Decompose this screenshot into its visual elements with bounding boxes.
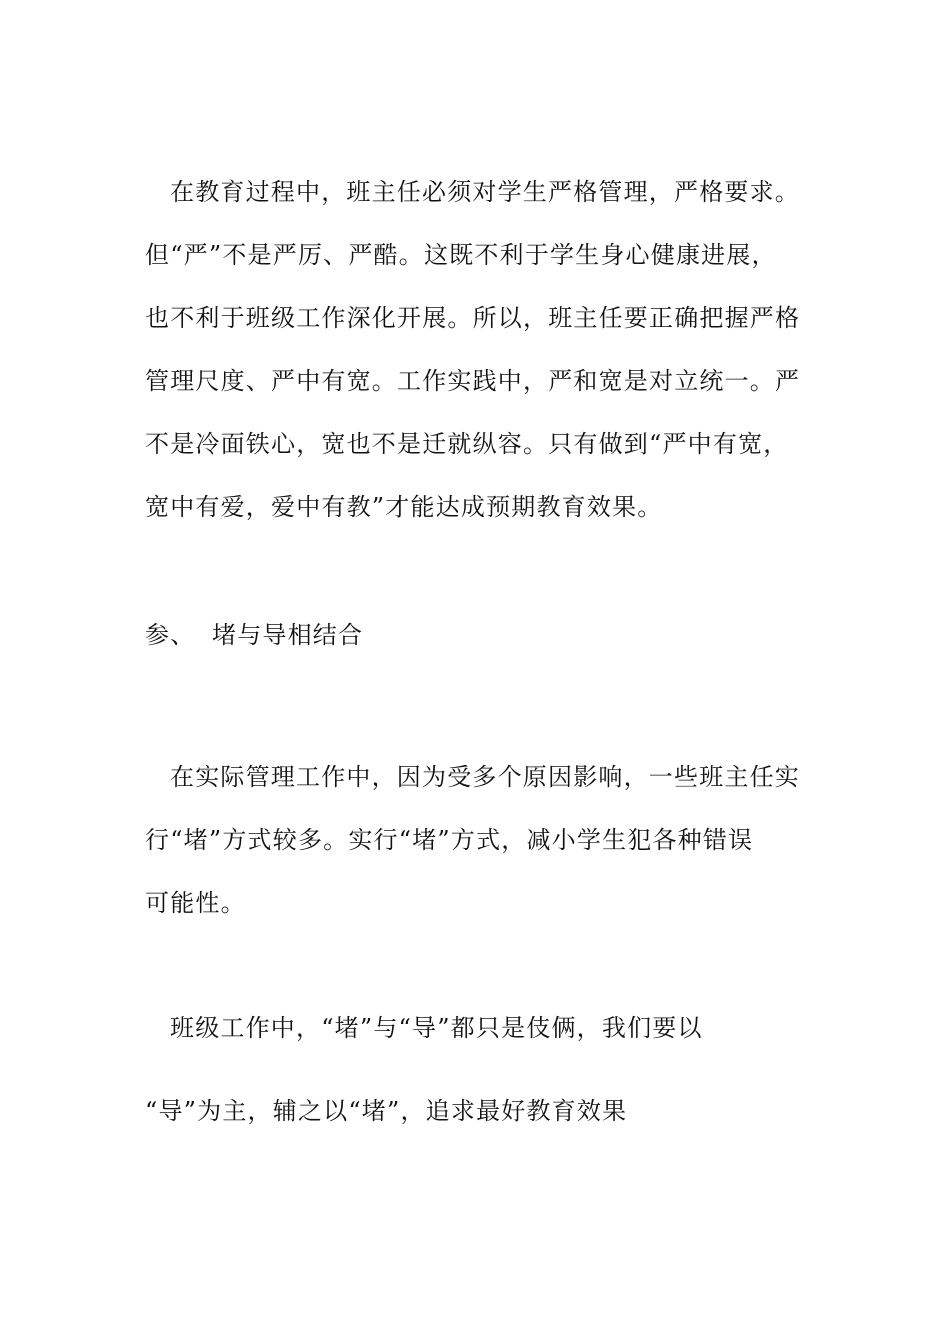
paragraph-1-line-5: 不是冷面铁心，宽也不是迁就纵容。只有做到“严中有宽， xyxy=(145,430,789,458)
paragraph-1-line-2: 但“严”不是严厉、严酷。这既不利于学生身心健康进展， xyxy=(145,241,777,269)
paragraph-2-line-3: 可能性。 xyxy=(145,889,246,917)
section-number: 参、 xyxy=(145,621,196,649)
paragraph-2-line-2: 行“堵”方式较多。实行“堵”方式，减小学生犯各种错误 xyxy=(145,826,754,854)
paragraph-1-line-6: 宽中有爱，爱中有教”才能达成预期教育效果。 xyxy=(145,493,663,521)
section-title: 堵与导相结合 xyxy=(212,621,364,649)
paragraph-2-line-1: 在实际管理工作中，因为受多个原因影响，一些班主任实 xyxy=(170,763,800,791)
paragraph-1-line-1: 在教育过程中，班主任必须对学生严格管理，严格要求。 xyxy=(170,178,800,206)
paragraph-1-line-3: 也不利于班级工作深化开展。所以，班主任要正确把握严格 xyxy=(145,304,801,332)
paragraph-1-line-4: 管理尺度、严中有宽。工作实践中，严和宽是对立统一。严 xyxy=(145,367,801,395)
paragraph-3-line-2: “导”为主，辅之以“堵”，追求最好教育效果 xyxy=(145,1097,628,1125)
paragraph-3-line-1: 班级工作中，“堵”与“导”都只是伎俩，我们要以 xyxy=(170,1014,703,1042)
